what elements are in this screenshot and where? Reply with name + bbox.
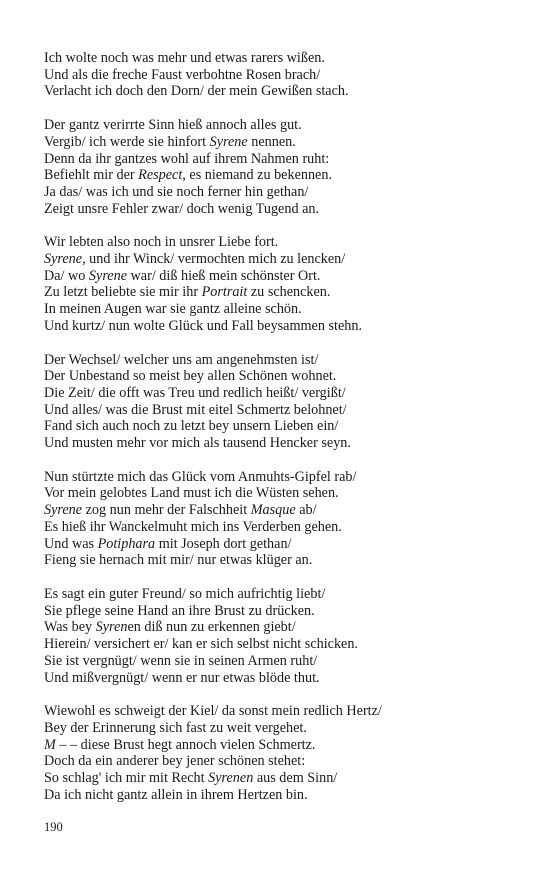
verse-line	[44, 251, 524, 268]
text-segment: Und mißvergnügt/ wenn er nur etwas blöde thut.	[44, 669, 320, 686]
italic-text: Syrene	[44, 502, 83, 519]
text-segment: In meinen Augen war sie gantz alleine schön.	[44, 301, 302, 318]
verse-line	[44, 284, 524, 301]
text-segment: Und kurtz/ nun wolte Glück und Fall beysammen stehn.	[44, 317, 362, 334]
verse-line	[44, 301, 524, 318]
text-segment: Es hieß ihr Wanckelmuht mich ins Verderben gehen.	[44, 518, 342, 535]
page-number: 190	[44, 820, 63, 834]
italic-text: Respect,	[138, 167, 186, 184]
text-segment: Nun stürtzte mich das Glück vom Anmuhts-Gipfel rab/	[44, 468, 357, 485]
stanza	[44, 234, 524, 334]
poem-body	[44, 50, 524, 820]
text-segment: en diß nun zu erkennen giebt/	[127, 619, 296, 636]
text-segment: mit Joseph dort gethan/	[155, 535, 292, 552]
text-segment: zu schencken.	[247, 284, 331, 301]
verse-line	[44, 469, 524, 486]
verse-line	[44, 50, 524, 67]
verse-line	[44, 619, 524, 636]
verse-line	[44, 787, 524, 804]
verse-line	[44, 485, 524, 502]
italic-text: Portrait	[201, 284, 248, 301]
verse-line	[44, 318, 524, 335]
stanza	[44, 586, 524, 686]
text-segment: Und alles/ was die Brust mit eitel Schmertz belohnet/	[44, 401, 347, 418]
verse-line	[44, 134, 524, 151]
text-segment: Der Unbestand so meist bey allen Schönen wohnet.	[44, 368, 337, 385]
text-segment: nennen.	[247, 133, 296, 150]
text-segment: Zeigt unsre Fehler zwar/ doch wenig Tugend an.	[44, 200, 320, 217]
text-segment: Und musten mehr vor mich als tausend Hencker seyn.	[44, 435, 351, 452]
stanza	[44, 703, 524, 803]
verse-line	[44, 586, 524, 603]
text-segment: Befiehlt mir der	[44, 167, 139, 184]
verse-line	[44, 184, 524, 201]
verse-line	[44, 753, 524, 770]
text-segment: Ich wolte noch was mehr und etwas rarers wißen.	[44, 50, 325, 66]
text-segment: Es sagt ein guter Freund/ so mich aufrichtig liebt/	[44, 585, 326, 602]
verse-line	[44, 234, 524, 251]
text-segment: Doch da ein anderer bey jener schönen stehet:	[44, 753, 306, 770]
text-segment: Vor mein gelobtes Land must ich die Wüsten sehen.	[44, 485, 339, 502]
text-segment: war/ diß hieß mein schönster Ort.	[127, 267, 321, 284]
text-segment: Ja das/ was ich und sie noch ferner hin gethan/	[44, 183, 309, 200]
text-segment: Verlacht ich doch den Dorn/ der mein Gewißen stach.	[44, 83, 349, 100]
stanza	[44, 50, 524, 100]
text-segment: Da/ wo	[44, 267, 89, 284]
verse-line	[44, 418, 524, 435]
verse-line	[44, 151, 524, 168]
text-segment: Der gantz verirrte Sinn hieß annoch alles gut.	[44, 117, 302, 134]
stanza	[44, 469, 524, 569]
verse-line	[44, 435, 524, 452]
text-segment: zog nun mehr der Falschheit	[82, 502, 251, 519]
text-segment: Fieng sie hernach mit mir/ nur etwas klüger an.	[44, 552, 313, 569]
italic-text: Syrene,	[44, 251, 86, 268]
verse-line	[44, 636, 524, 653]
text-segment: Zu letzt beliebte sie mir ihr	[44, 284, 202, 301]
italic-text: M	[44, 736, 56, 753]
text-segment: Der Wechsel/ welcher uns am angenehmsten ist/	[44, 351, 319, 368]
verse-line	[44, 536, 524, 553]
text-segment: Bey der Erinnerung sich fast zu weit vergehet.	[44, 719, 307, 736]
text-segment: Was bey	[44, 619, 96, 636]
text-segment: Da ich nicht gantz allein in ihrem Hertzen bin.	[44, 786, 308, 803]
verse-line	[44, 167, 524, 184]
verse-line	[44, 720, 524, 737]
text-segment: ab/	[295, 502, 317, 519]
verse-line	[44, 770, 524, 787]
verse-line	[44, 670, 524, 687]
verse-line	[44, 352, 524, 369]
italic-text: Syren	[95, 619, 128, 636]
verse-line	[44, 552, 524, 569]
text-segment: Sie ist vergnügt/ wenn sie in seinen Armen ruht/	[44, 652, 318, 669]
verse-line	[44, 502, 524, 519]
verse-line	[44, 385, 524, 402]
italic-text: Masque	[250, 502, 296, 519]
stanza	[44, 117, 524, 217]
verse-line	[44, 653, 524, 670]
text-segment: aus dem Sinn/	[253, 770, 338, 787]
verse-line	[44, 67, 524, 84]
verse-line	[44, 83, 524, 100]
verse-line	[44, 603, 524, 620]
text-segment: Fand sich auch noch zu letzt bey unsern Lieben ein/	[44, 418, 339, 435]
text-segment: Und als die freche Faust verbohtne Rosen brach/	[44, 66, 321, 83]
text-segment: Denn da ihr gantzes wohl auf ihrem Nahmen ruht:	[44, 150, 330, 167]
verse-line	[44, 368, 524, 385]
italic-text: Syrene	[88, 267, 127, 284]
text-segment: es niemand zu bekennen.	[185, 167, 332, 184]
text-segment: und ihr Winck/ vermochten mich zu lencken/	[85, 251, 346, 268]
verse-line	[44, 201, 524, 218]
italic-text: Syrenen	[208, 770, 254, 787]
stanza	[44, 352, 524, 452]
italic-text: Potiphara	[97, 535, 156, 552]
text-segment: Die Zeit/ die offt was Treu und redlich heißt/ vergißt/	[44, 384, 346, 401]
text-segment: Vergib/ ich werde sie hinfort	[44, 133, 210, 150]
text-segment: Sie pflege seine Hand an ihre Brust zu drücken.	[44, 602, 315, 619]
verse-line	[44, 519, 524, 536]
text-segment: Hierein/ versichert er/ kan er sich selbst nicht schicken.	[44, 636, 358, 653]
verse-line	[44, 737, 524, 754]
text-segment: So schlag' ich mir mit Recht	[44, 770, 209, 787]
verse-line	[44, 268, 524, 285]
text-segment: – – diese Brust hegt annoch vielen Schmertz.	[55, 736, 316, 753]
italic-text: Syrene	[209, 133, 248, 150]
text-segment: Wir lebten also noch in unsrer Liebe fort.	[44, 234, 279, 251]
verse-line	[44, 117, 524, 134]
text-segment: Und was	[44, 535, 98, 552]
verse-line	[44, 703, 524, 720]
verse-line	[44, 402, 524, 419]
text-segment: Wiewohl es schweigt der Kiel/ da sonst mein redlich Hertz/	[44, 703, 382, 720]
